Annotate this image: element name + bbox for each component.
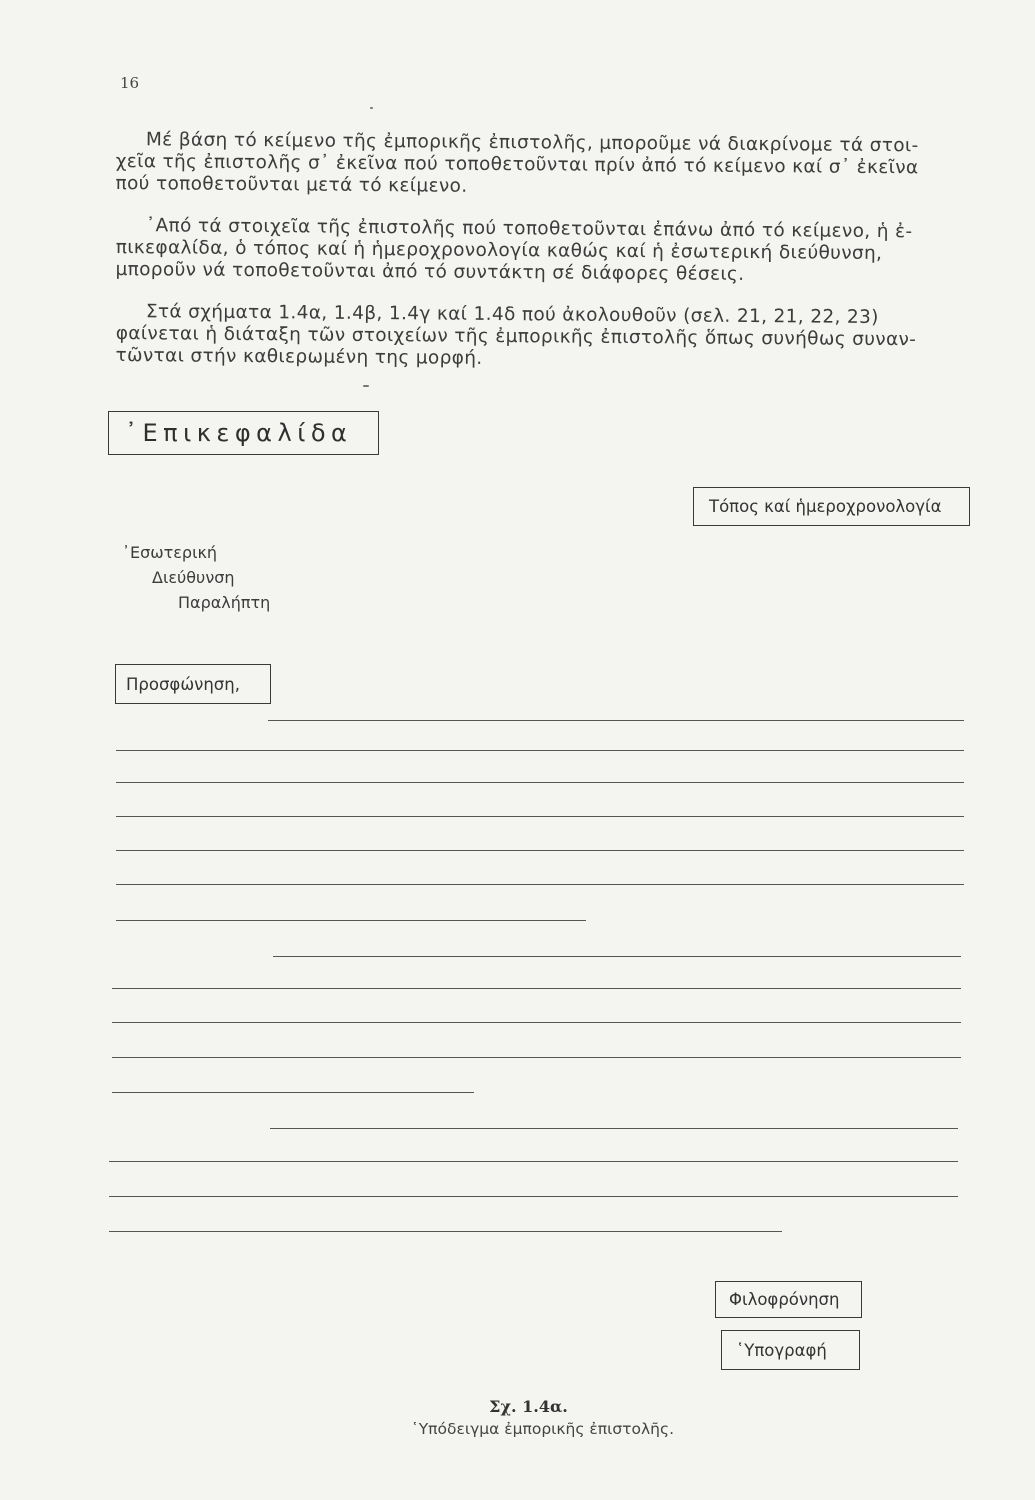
- body-text-line: [116, 920, 586, 921]
- paragraph-line: μποροῦν νά τοποθετοῦνται ἀπό τό συντάκτη σέ διάφορες θέσεις.: [115, 258, 745, 285]
- body-text-line: [116, 850, 964, 851]
- paragraph-line: χεῖα τῆς ἐπιστολῆς σ᾽ ἐκεῖνα πού τοποθετοῦνται πρίν ἀπό τό κείμενο καί σ᾽ ἐκεῖνα: [115, 150, 919, 179]
- place-date-box: [693, 487, 970, 526]
- elements-paragraph: [115, 215, 985, 287]
- paragraph-line: πού τοποθετοῦνται μετά τό κείμενο.: [115, 172, 468, 197]
- paragraph-line: πικεφαλίδα, ὁ τόπος καί ἡ ἡμεροχρονολογία καθώς καί ἡ ἐσωτερική διεύθυνση,: [115, 236, 883, 264]
- complimentary-close-label: Φιλοφρόνηση: [729, 1290, 840, 1309]
- figures-paragraph: [115, 301, 985, 373]
- salutation-label: Προσφώνηση,: [126, 674, 240, 694]
- scan-speck: [363, 385, 369, 387]
- place-date-label: Τόπος καί ἡμεροχρονολογία: [709, 497, 942, 516]
- signature-label: ῾Υπογραφή: [736, 1340, 827, 1360]
- paragraph-line: τῶνται στήν καθιερωμένη της μορφή.: [115, 344, 483, 369]
- body-text-line: [112, 1057, 961, 1058]
- page-number: 16: [120, 74, 140, 92]
- body-text-line: [109, 1196, 958, 1197]
- inside-address-line: ᾽Εσωτερική: [122, 543, 218, 562]
- scan-speck: [370, 107, 373, 109]
- body-text-line: [109, 1231, 782, 1232]
- body-text-line: [109, 1161, 958, 1162]
- figure-number: Σχ. 1.4α.: [489, 1397, 568, 1416]
- body-text-line: [116, 782, 964, 783]
- complimentary-close-box: [715, 1281, 862, 1318]
- paragraph-line: ᾽Από τά στοιχεῖα τῆς ἐπιστολῆς πού τοποθετοῦνται ἐπάνω ἀπό τό κείμενο, ἡ ἐ-: [145, 215, 913, 243]
- letterhead-label: ᾽Επικεφαλίδα: [125, 419, 353, 447]
- body-text-line: [268, 720, 964, 721]
- inside-address-line: Παραλήπτη: [178, 593, 271, 612]
- paragraph-line: Μέ βάση τό κείμενο τῆς ἐμπορικῆς ἐπιστολῆς, μποροῦμε νά διακρίνομε τά στοι-: [145, 129, 919, 157]
- letterhead-box: [108, 411, 379, 455]
- signature-box: [721, 1330, 860, 1370]
- paragraph-line: φαίνεται ἡ διάταξη τῶν στοιχείων τῆς ἐμπορικῆς ἐπιστολῆς ὅπως συνήθως συναν-: [115, 322, 917, 351]
- paragraph-line: Στά σχήματα 1.4α, 1.4β, 1.4γ καί 1.4δ πού ἀκολουθοῦν (σελ. 21, 21, 22, 23): [145, 301, 879, 328]
- body-text-line: [116, 884, 964, 885]
- figure-caption: ῾Υπόδειγμα ἐμπορικῆς ἐπιστολῆς.: [410, 1420, 675, 1438]
- intro-paragraph: [115, 129, 985, 201]
- body-text-line: [112, 1092, 474, 1093]
- body-text-line: [273, 956, 961, 957]
- salutation-box: [115, 664, 271, 704]
- body-text-line: [270, 1128, 958, 1129]
- body-text-line: [112, 988, 961, 989]
- body-text-line: [116, 816, 964, 817]
- inside-address-line: Διεύθυνση: [152, 568, 235, 587]
- body-text-line: [112, 1022, 961, 1023]
- body-text-line: [116, 750, 964, 751]
